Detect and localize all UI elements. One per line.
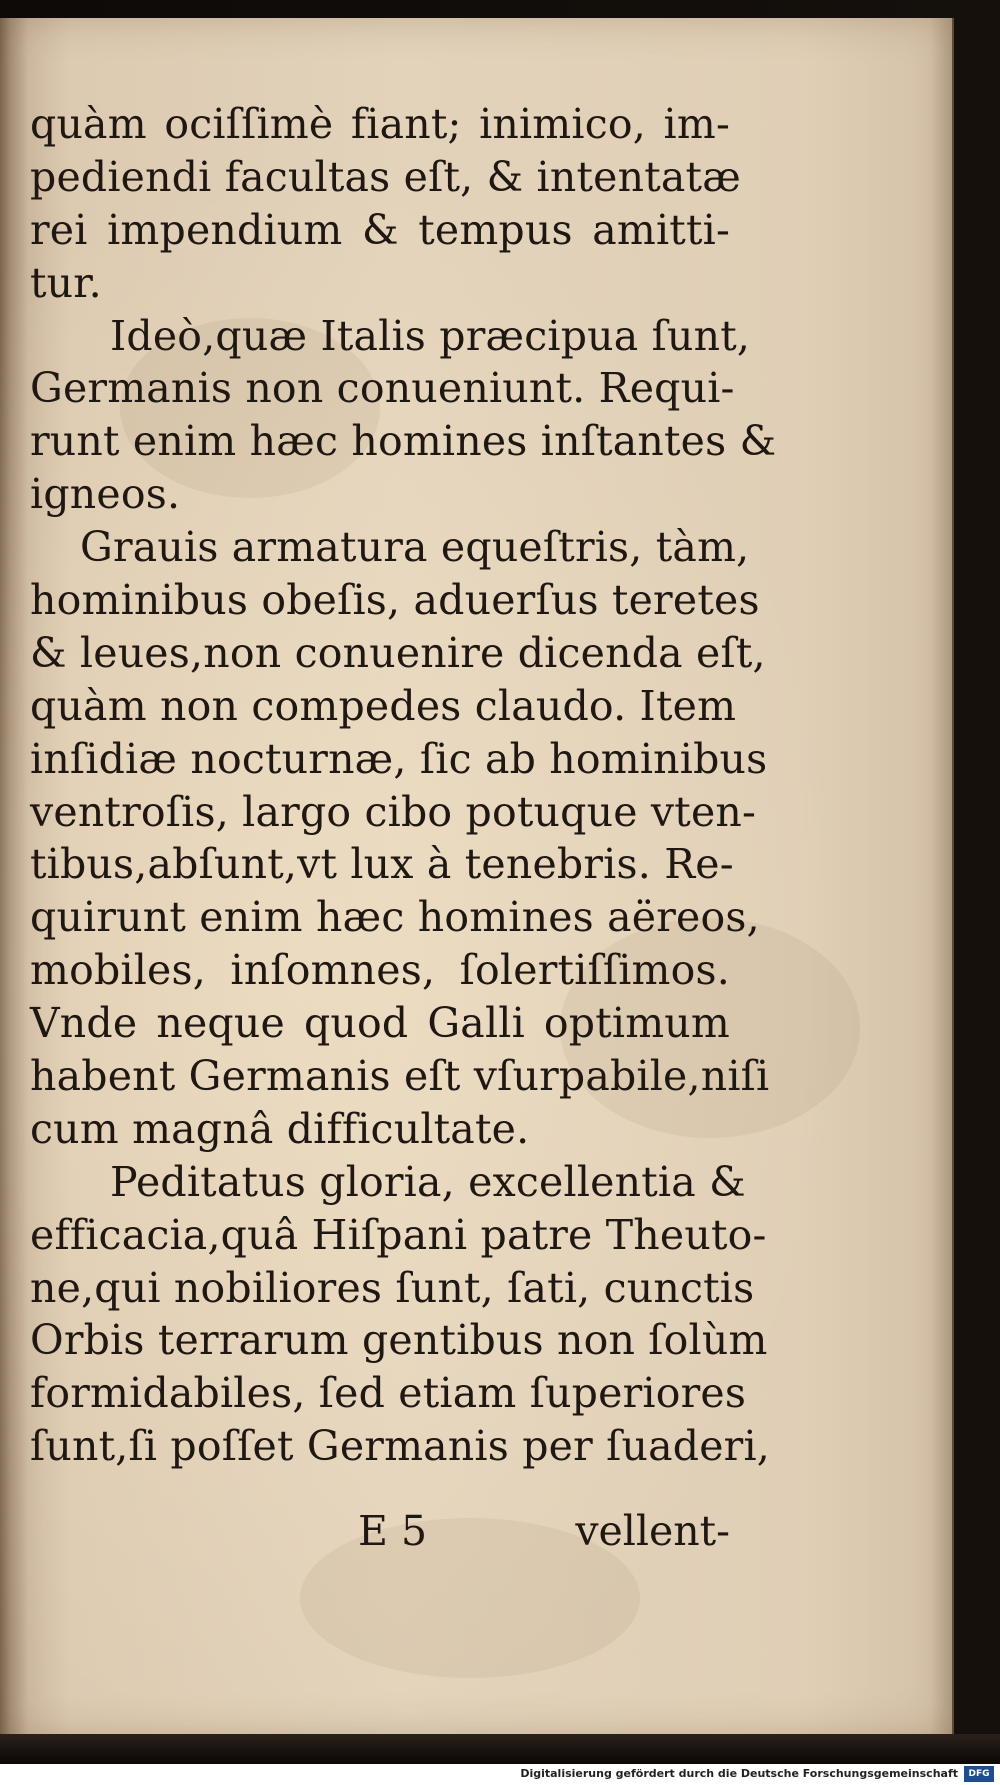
- signature-mark: E 5: [358, 1507, 428, 1555]
- text-line: Orbis terrarum gentibus non ſolùm: [30, 1316, 768, 1365]
- text-line: tur.: [30, 258, 102, 307]
- text-line: ne,qui nobiliores ſunt, ſati, cunctis: [30, 1263, 755, 1312]
- text-line: mobiles, inſomnes, ſolertiſſimos.: [30, 946, 730, 995]
- dfg-logo: DFG: [964, 1766, 994, 1782]
- text-line: Germanis non conueniunt. Requi-: [30, 364, 735, 413]
- text-line: hominibus obeſis, aduerſus teretes: [30, 576, 760, 625]
- catchword: vellent-: [575, 1507, 730, 1555]
- text-line: ſunt,ſi poſſet Germanis per ſuaderi,: [30, 1422, 771, 1471]
- text-line: quàm non compedes claudo. Item: [30, 681, 737, 730]
- text-line: quàm ociſſimè fiant; inimico, im-: [30, 100, 730, 148]
- page-footer-line: [30, 1505, 730, 1557]
- text-line: cum magnâ difficultate.: [30, 1104, 530, 1153]
- text-line: rei impendium & tempus amitti-: [30, 205, 730, 254]
- text-line: runt enim hæc homines inſtantes &: [30, 417, 777, 466]
- book-page: [0, 18, 954, 1736]
- binding-edge: [0, 1734, 1000, 1764]
- text-line: Vnde neque quod Galli optimum: [30, 999, 730, 1048]
- text-line: pediendi facultas eſt, & intentatæ: [30, 152, 741, 201]
- funding-credit: Digitalisierung gefördert durch die Deutsche Forschungsgemeinschaft: [520, 1767, 958, 1780]
- text-line: igneos.: [30, 470, 181, 519]
- text-line: efficacia,quâ Hiſpani patre Theuto-: [30, 1210, 767, 1259]
- text-line: Peditatus gloria, excellentia &: [110, 1157, 746, 1206]
- text-line: inſidiæ nocturnæ, ſic ab hominibus: [30, 734, 768, 783]
- text-line: Grauis armatura equeſtris, tàm,: [80, 523, 750, 572]
- text-line: & leues,non conuenire dicenda eſt,: [30, 628, 766, 677]
- text-line: quirunt enim hæc homines aëreos,: [30, 893, 760, 942]
- text-line: tibus,abſunt,vt lux à tenebris. Re-: [30, 840, 734, 889]
- body-text: [30, 98, 777, 1473]
- text-line: habent Germanis eſt vſurpabile,niſi: [30, 1052, 770, 1101]
- text-line: ventroſis, largo cibo potuque vten-: [30, 787, 757, 836]
- text-line: Ideò,quæ Italis præcipua ſunt,: [110, 311, 751, 360]
- text-line: formidabiles, ſed etiam ſuperiores: [30, 1369, 747, 1418]
